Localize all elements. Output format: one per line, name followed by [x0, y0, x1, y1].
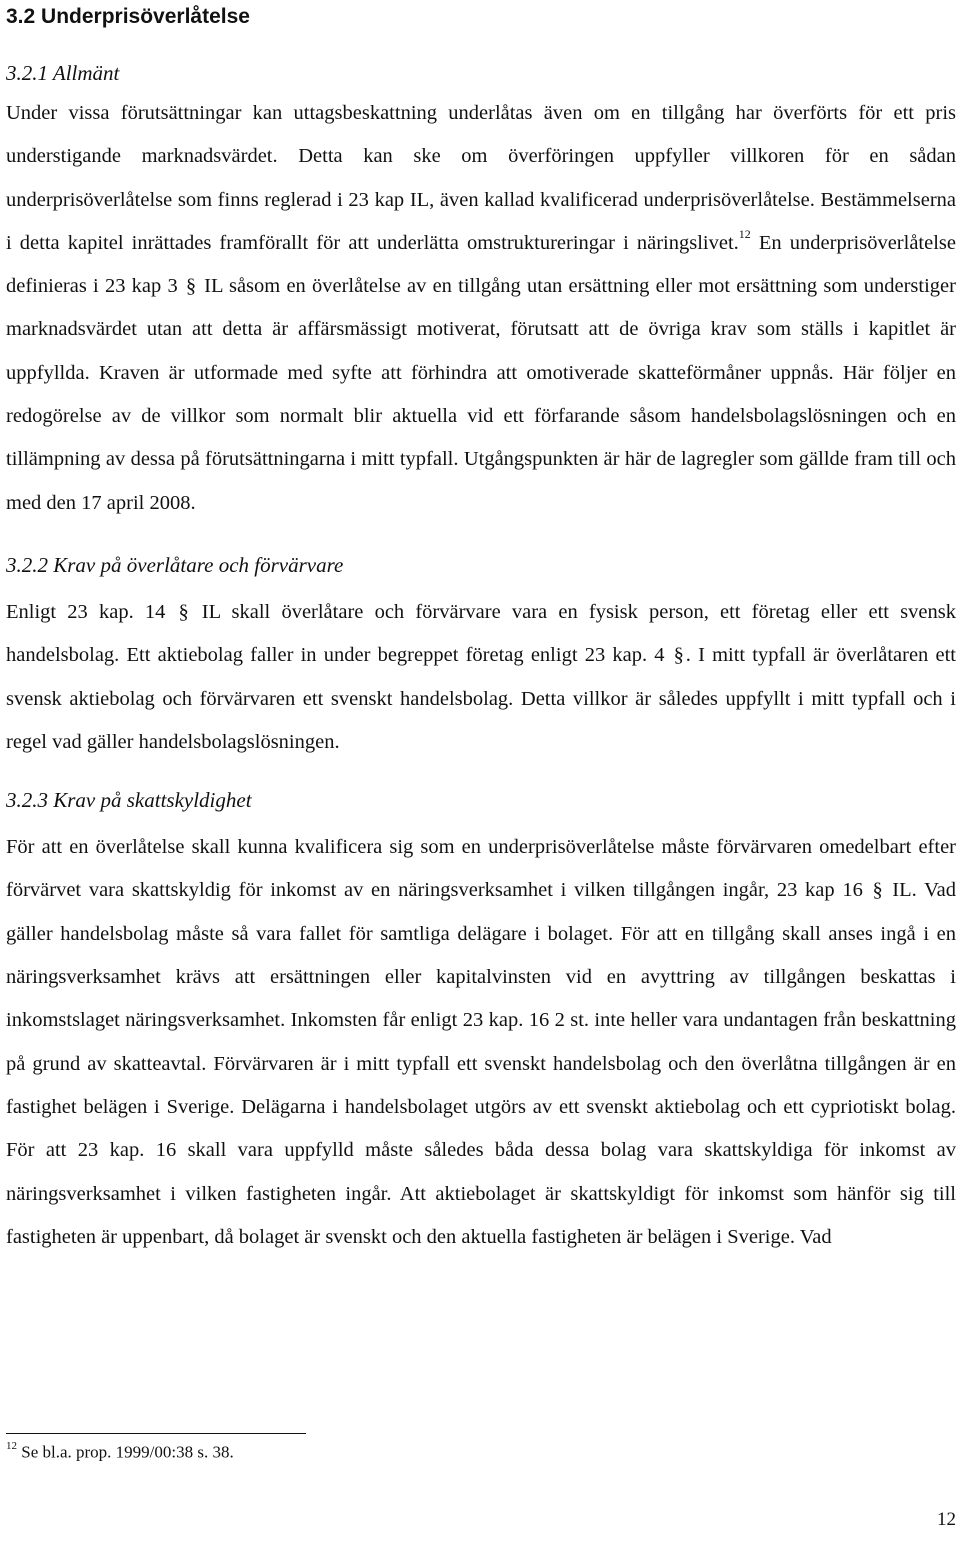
- text-run: Under vissa förutsättningar kan uttagsbeskattning underlåtas även om en tillgång har överförts för ett pris understigande marknadsvärdet. Detta kan ske om överföringen uppfyller villkoren för en sådan underprisöverlåtelse som finns reglerad i 23 kap IL, även kallad kvalificerad underprisöverlåtelse. Bestämmelserna i detta kapitel inrättades framförallt för att underlätta omstruktureringar i näringslivet.: [6, 102, 956, 254]
- text-run: För att en överlåtelse skall kunna kvalificera sig som en underprisöverlåtelse måste förvärvaren omedelbart efter förvärvet vara skattskyldig för inkomst av en näringsverksamhet i vilken tillgången ingår, 23 kap 16: [6, 836, 956, 902]
- text-run: Enligt 23 kap. 14: [6, 600, 177, 623]
- text-run: En underprisöverlåtelse definieras i 23 kap 3: [6, 231, 956, 298]
- text-run: IL. Vad gäller handelsbolag måste så vara fallet för samtliga delägare i bolaget. För att en tillgång skall anses ingå i en näringsverksamhet krävs att ersättningen eller kapitalvinsten vid en avyttring av tillgången beskattas i inkomstslaget näringsverksamhet. Inkomsten får enligt 23 kap. 16: [6, 879, 956, 1032]
- text-run: . I mitt typfall är överlåtaren ett svensk aktiebolag och förvärvaren ett svenskt handelsbolag. Detta villkor är således uppfyllt i mitt typfall och i regel vad gäller handelsbolagslösningen.: [6, 644, 956, 753]
- paragraph-sign: §: [872, 879, 883, 902]
- paragraph-sign: §: [185, 275, 197, 298]
- text-run: IL skall överlåtare och förvärvare vara en fysisk person, ett företag eller ett svensk handelsbolag. Ett aktiebolag faller in under begreppet företag enligt 23 kap. 4: [6, 600, 956, 667]
- subsection-heading-allmant: 3.2.1 Allmänt: [6, 61, 120, 85]
- footnote-divider: [6, 1433, 306, 1434]
- footnote-number: 12: [6, 1440, 17, 1452]
- paragraph-overlatare: [6, 591, 956, 764]
- paragraph-sign: §: [673, 644, 684, 667]
- document-page: [6, 0, 956, 1259]
- footnote-text: Se bl.a. prop. 1999/00:38 s. 38.: [17, 1442, 234, 1462]
- page-number: 12: [937, 1509, 956, 1530]
- paragraph-allmant: [6, 92, 956, 525]
- section-heading: 3.2 Underprisöverlåtelse: [6, 5, 250, 28]
- footnote-reference: 12: [738, 227, 751, 242]
- subsection-heading-overlatare: 3.2.2 Krav på överlåtare och förvärvare: [6, 552, 344, 577]
- text-run: IL såsom en överlåtelse av en tillgång utan ersättning eller mot ersättning som understiger marknadsvärdet utan att detta är affärsmässigt motiverat, förutsatt att de övriga krav som ställs i kapitlet är uppfyllda. Kraven är utformade med syfte att förhindra att omotiverade skatteförmåner uppnås. Här följer en redogörelse av de villkor som normalt blir aktuella vid ett förfarande såsom handelsbolagslösningen och en tillämpning av dessa på förutsättningarna i mitt typfall. Utgångspunkten är här de lagregler som gällde fram till och med den 17 april 2008.: [6, 275, 956, 514]
- text-run: 2 st. inte heller vara undantagen från beskattning på grund av skatteavtal. Förvärvaren är i mitt typfall ett svenskt handelsbolag och den överlåtna tillgången är en fastighet belägen i Sverige. Delägarna i handelsbolaget utgörs av ett svenskt aktiebolag och ett cypriotiskt bolag. För att 23 kap. 16: [6, 1009, 956, 1162]
- text-run: skall vara uppfylld måste således båda dessa bolag vara skattskyldiga för inkomst av näringsverksamhet i vilken fastigheten ingår. Att aktiebolaget är skattskyldigt för inkomst som hänför sig till fastigheten är uppenbart, då bolaget är svenskt och den aktuella fastigheten är belägen i Sverige. Vad: [6, 1139, 956, 1248]
- subsection-heading-skattskyldighet: 3.2.3 Krav på skattskyldighet: [6, 788, 252, 813]
- paragraph-sign: §: [178, 600, 189, 623]
- paragraph-skattskyldighet: [6, 826, 956, 1259]
- footnote: [6, 1442, 234, 1463]
